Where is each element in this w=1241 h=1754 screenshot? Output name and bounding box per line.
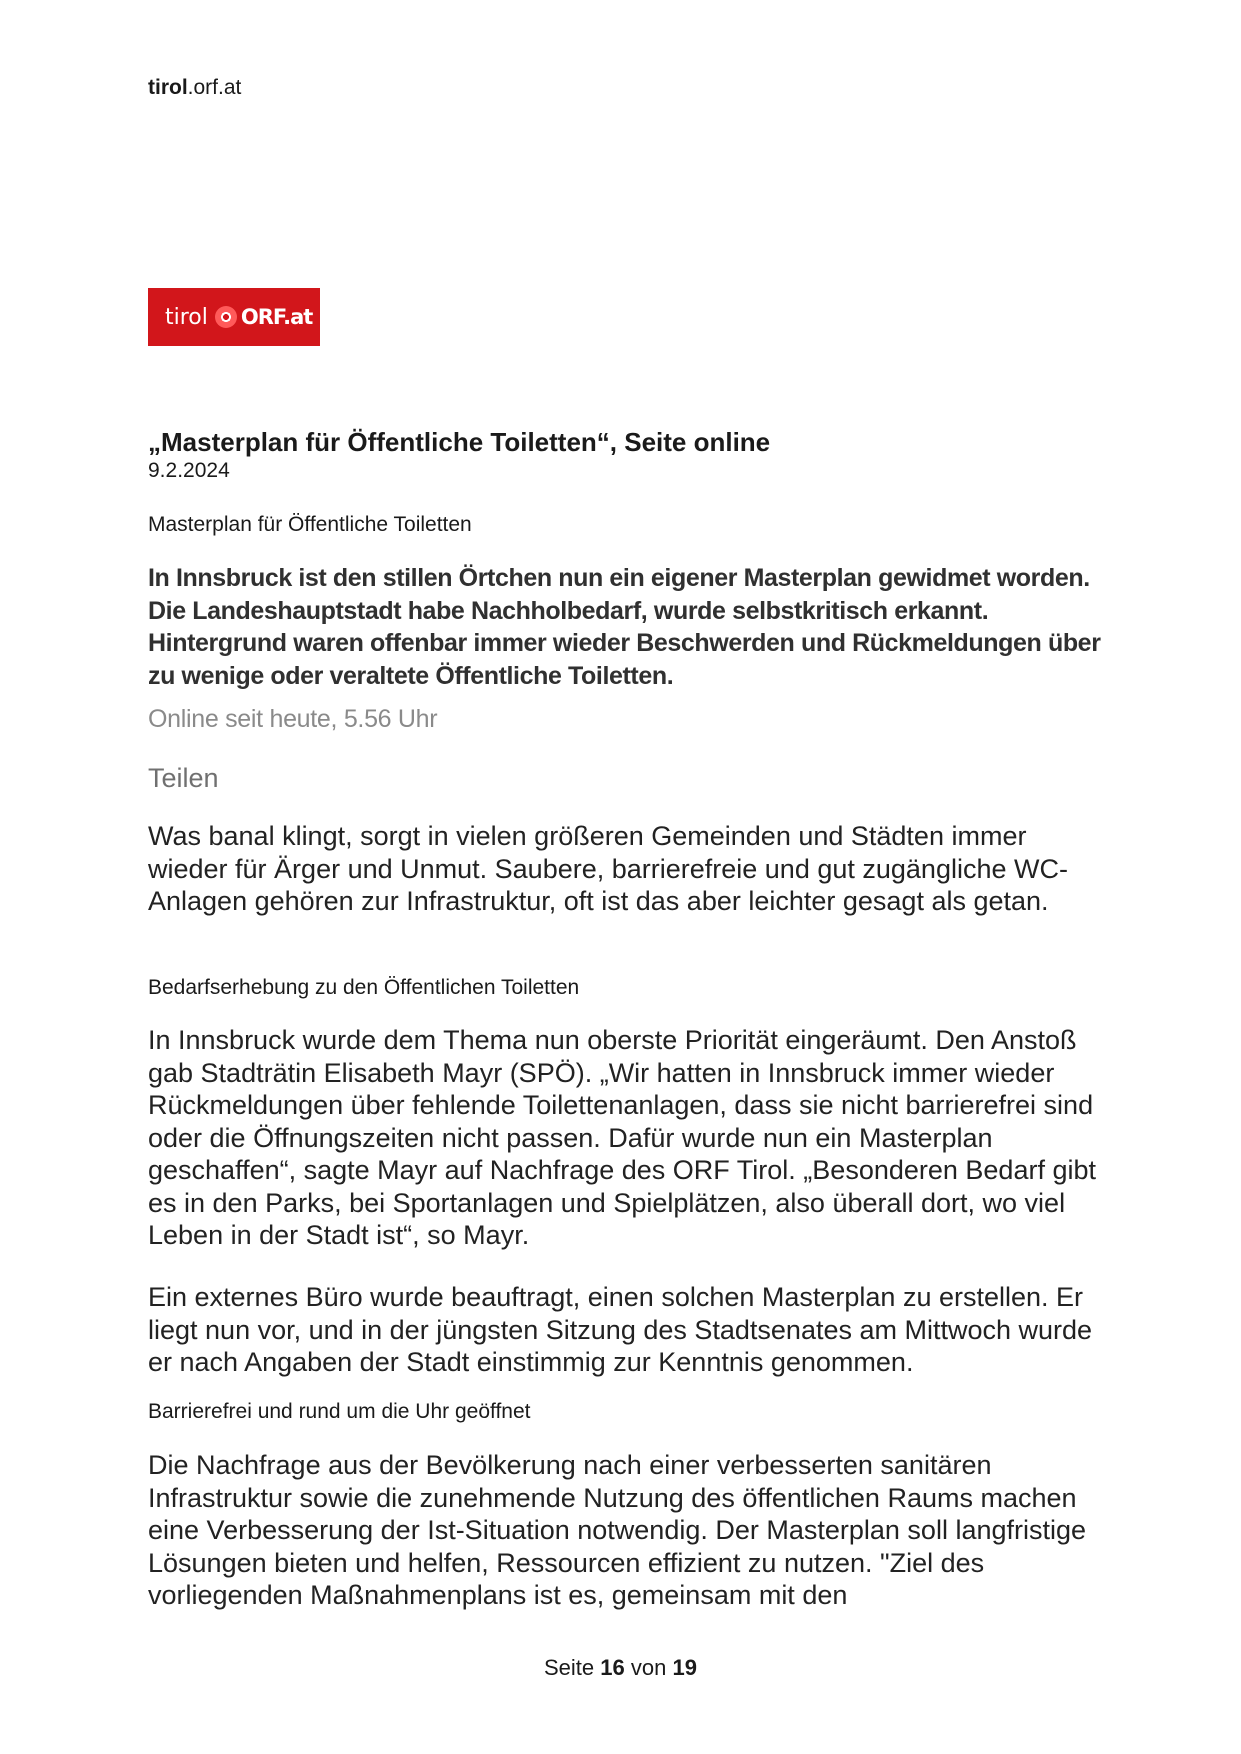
paragraph-1: Was banal klingt, sorgt in vielen größeren Gemeinden und Städten immer wieder für Ärger und Unmut. Saubere, barrierefreie und gut zugängliche WC-Anlagen gehören zur Infrastruktur, oft ist das aber leichter gesagt als getan. [148,821,1068,916]
article-meta: Online seit heute, 5.56 Uhr [148,705,438,733]
subheading-1: Bedarfserhebung zu den Öffentlichen Toiletten [148,976,580,999]
footer-middle: von [630,1655,667,1680]
tirol-orf-logo[interactable] [148,288,320,346]
orf-eye-icon [215,306,237,328]
paragraph-3: Ein externes Büro wurde beauftragt, einen solchen Masterplan zu erstellen. Er liegt nun vor, und in der jüngsten Sitzung des Stadtsenates am Mittwoch wurde er nach Angaben der Stadt einstimmig zur Kenntnis genommen. [148,1282,1093,1377]
article-lead: In Innsbruck ist den stillen Örtchen nun ein eigener Masterplan gewidmet worden. Die Landeshauptstadt habe Nachholbedarf, wurde selbstkritisch erkannt. Hintergrund waren offenbar immer wieder Beschwerden und Rückmeldungen über zu wenige oder veraltete Öffentliche Toiletten. [148,564,1101,690]
article-kicker: Masterplan für Öffentliche Toiletten [148,513,472,536]
footer-prefix: Seite [544,1655,595,1680]
logo-orf-text: ORF.at [240,305,313,329]
paragraph-4: Die Nachfrage aus der Bevölkerung nach einer verbesserten sanitären Infrastruktur sowie die zunehmende Nutzung des öffentlichen Raums machen eine Verbesserung der Ist-Situation notwendig. Der Masterplan soll langfristige Lösungen bieten und helfen, Ressourcen effizient zu nutzen. "Ziel des vorliegenden Maßnahmenplans ist es, gemeinsam mit den [148,1450,1087,1610]
site-name-bold: tirol [148,76,188,99]
site-name [148,76,241,100]
footer-page-number: 16 [600,1655,625,1680]
page-footer [0,1655,1241,1681]
share-button[interactable]: Teilen [148,763,219,793]
paragraph-2: In Innsbruck wurde dem Thema nun oberste Priorität eingeräumt. Den Anstoß gab Stadträtin Elisabeth Mayr (SPÖ). „Wir hatten in Innsbruck immer wieder Rückmeldungen über fehlende Toilettenanlagen, dass sie nicht barrierefrei sind oder die Öffnungszeiten nicht passen. Dafür wurde nun ein Masterplan geschaffen“, sagte Mayr auf Nachfrage des ORF Tirol. „Besonderen Bedarf gibt es in den Parks, bei Sportanlagen und Spielplätzen, also überall dort, wo viel Leben in der Stadt ist“, so Mayr. [148,1025,1096,1250]
article-title: „Masterplan für Öffentliche Toiletten“, Seite online [148,427,771,457]
logo-tirol-text: tirol [165,304,208,330]
site-name-rest: .orf.at [187,76,242,99]
footer-total-pages: 19 [672,1655,697,1680]
subheading-2: Barrierefrei und rund um die Uhr geöffnet [148,1400,531,1423]
article-date: 9.2.2024 [148,459,230,482]
